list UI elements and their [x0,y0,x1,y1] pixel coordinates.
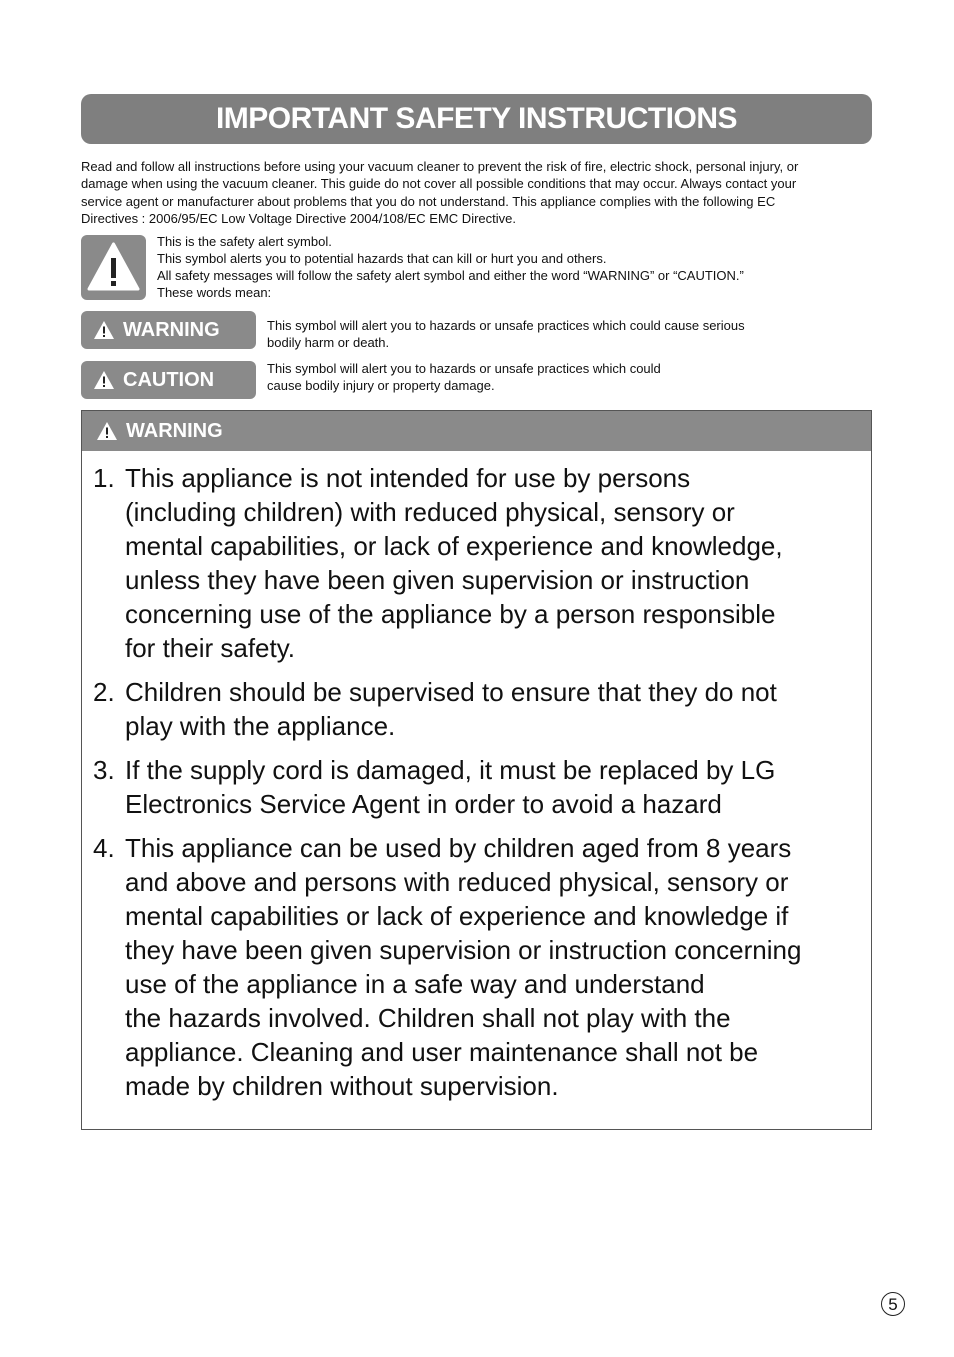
warning-item-3 [82,753,865,821]
item-line: mental capabilities or lack of experience and knowledge if [125,901,789,931]
warning-desc-line: This symbol will alert you to hazards or unsafe practices which could cause serious [267,318,745,333]
safety-alert-triangle-icon [81,235,146,300]
item-line: use of the appliance in a safe way and understand [125,969,705,999]
caution-desc-line: This symbol will alert you to hazards or unsafe practices which could [267,361,661,376]
item-line: If the supply cord is damaged, it must be replaced by LG [125,755,776,785]
intro-line: damage when using the vacuum cleaner. This guide do not cover all possible conditions that may occur. Always contact your [81,176,797,192]
intro-line: Read and follow all instructions before using your vacuum cleaner to prevent the risk of fire, electric shock, personal injury, or [81,159,799,174]
warning-list [82,451,871,1103]
warning-item-1 [82,461,865,665]
item-line: they have been given supervision or instruction concerning [125,935,802,965]
item-line: unless they have been given supervision or instruction [125,565,750,595]
intro-paragraph [81,158,881,227]
item-line: made by children without supervision. [125,1071,559,1101]
item-line: concerning use of the appliance by a person responsible [125,599,776,629]
alert-line: These words mean: [157,285,272,300]
page-title: IMPORTANT SAFETY INSTRUCTIONS [215,102,738,135]
caution-desc-line: cause bodily injury or property damage. [267,378,495,393]
alert-description [157,233,857,301]
warning-label-description [267,317,827,351]
item-line: mental capabilities, or lack of experience and knowledge, [125,531,783,561]
alert-line: This symbol alerts you to potential hazards that can kill or hurt you and others. [157,251,607,266]
alert-line: All safety messages will follow the safety alert symbol and either the word “WARNING” or “CAUTION.” [157,268,744,283]
item-line: the hazards involved. Children shall not play with the [125,1003,731,1033]
warning-triangle-icon [96,421,118,441]
warning-label-text: WARNING [123,318,220,341]
page-number: 5 [881,1292,905,1316]
warning-desc-line: bodily harm or death. [267,335,390,350]
warning-item-4 [82,831,865,1103]
warning-triangle-icon [93,320,115,340]
intro-line: service agent or manufacturer about problems that you do not understand. This appliance complies with the following EC [81,193,776,209]
item-line: This appliance is not intended for use by persons [125,463,691,493]
page-title-bar [81,94,872,144]
intro-line: Directives : 2006/95/EC Low Voltage Directive 2004/108/EC EMC Directive. [81,210,516,226]
item-line: Children should be supervised to ensure that they do not [125,677,777,707]
item-line: This appliance can be used by children aged from 8 years [125,833,792,863]
item-line: (including children) with reduced physical, sensory or [125,497,735,527]
caution-label-description [267,360,827,394]
alert-line: This is the safety alert symbol. [157,234,332,249]
caution-label-text: CAUTION [123,368,215,391]
item-number: 3. [93,755,115,785]
caution-triangle-icon [93,370,115,390]
item-number: 1. [93,463,115,493]
warning-label-chip [81,311,256,349]
warning-item-2 [82,675,865,743]
warning-box-title: WARNING [126,419,223,442]
item-line: Electronics Service Agent in order to avoid a hazard [125,789,722,819]
caution-label-chip [81,361,256,399]
safety-alert-symbol [81,235,146,300]
warning-box-header [82,411,871,451]
item-line: and above and persons with reduced physical, sensory or [125,867,789,897]
item-number: 2. [93,677,115,707]
item-line: for their safety. [125,633,296,663]
item-number: 4. [93,833,115,863]
warning-box [81,410,872,1130]
item-line: appliance. Cleaning and user maintenance shall not be [125,1037,759,1067]
item-line: play with the appliance. [125,711,396,741]
